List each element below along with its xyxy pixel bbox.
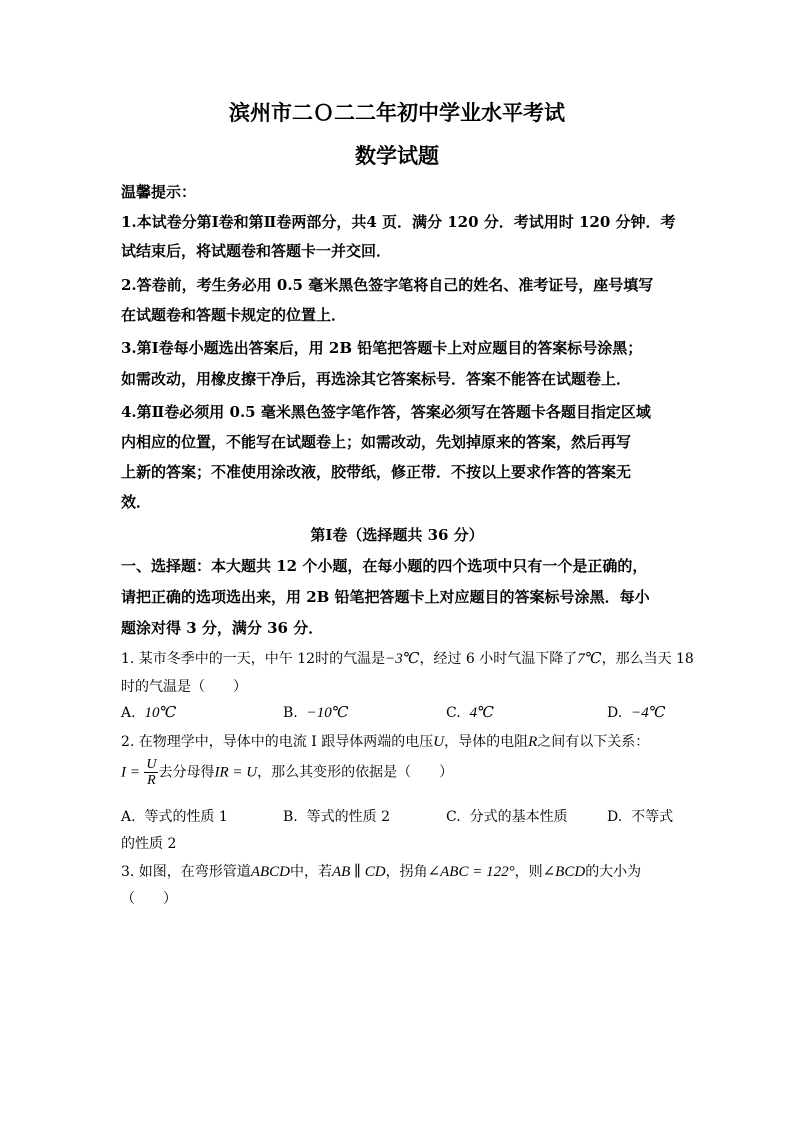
q2-option-d <box>607 806 673 826</box>
q1-text: ，那么当天 18 <box>601 651 694 667</box>
option-label: D. <box>607 809 623 825</box>
question-3-stem-cont: （ ） <box>121 891 177 907</box>
question-2-formula-line <box>121 757 453 788</box>
option-label: A. <box>121 809 136 825</box>
fraction-denominator: R <box>147 773 156 788</box>
option-value: −4℃ <box>631 705 666 721</box>
q3-text: ，拐角 <box>385 864 428 880</box>
tips-line: 2.答卷前，考生务必用 0.5 毫米黑色签字笔将自己的姓名、准考证号，座号填写 <box>121 276 654 294</box>
q1-text: 1. 某市冬季中的一天，中午 12时的气温是 <box>121 651 386 667</box>
question-1-stem <box>121 648 694 668</box>
fraction-numerator: U <box>146 757 157 772</box>
q2-formula-lhs: I = <box>121 764 140 781</box>
q2-option-b <box>283 806 390 826</box>
q1-option-a <box>121 703 176 722</box>
tips-heading: 温馨提示： <box>121 183 197 201</box>
tips-line: 上新的答案；不准使用涂改液，胶带纸，修正带．不按以上要求作答的答案无 <box>121 463 632 481</box>
option-value: 等式的性质 2 <box>306 809 391 825</box>
tips-line: 试结束后，将试题卷和答题卡一并交回． <box>121 242 392 260</box>
section-instruction: 一、选择题：本大题共 12 个小题，在每小题的四个选项中只有一个是正确的， <box>121 557 648 575</box>
q3-math: ABCD <box>250 864 290 880</box>
q2-var-u: U <box>433 734 445 750</box>
option-value: −10℃ <box>306 705 349 721</box>
q2-option-a <box>121 806 228 826</box>
q3-text: ，则 <box>514 864 543 880</box>
q1-option-c <box>446 703 494 722</box>
tips-line: 效． <box>121 493 152 511</box>
section-instruction: 请把正确的选项选出来，用 2B 铅笔把答题卡上对应题目的答案标号涂黑．每小 <box>121 588 650 606</box>
q3-math: AB ∥ CD <box>331 864 386 880</box>
option-label: B. <box>283 809 298 825</box>
exam-subtitle: 数学试题 <box>355 143 439 168</box>
option-label: C. <box>446 809 461 825</box>
q2-text: ，那么其变形的依据是（ ） <box>257 764 454 781</box>
question-3-stem <box>121 861 641 881</box>
q1-option-b <box>283 703 349 722</box>
q1-text: ，经过 6 小时气温下降了 <box>419 651 578 667</box>
q1-temp-1: −3℃ <box>385 651 420 667</box>
q2-text: 去分母得 <box>158 764 215 781</box>
option-value: 10℃ <box>144 705 177 721</box>
q3-text: 中，若 <box>289 864 332 880</box>
q2-formula-2: IR = U <box>214 764 258 781</box>
section-instruction: 题涂对得 3 分，满分 36 分． <box>121 619 324 637</box>
q2-text: 2. 在物理学中，导体中的电流 I 跟导体两端的电压 <box>121 734 434 750</box>
tips-line: 1.本试卷分第Ⅰ卷和第Ⅱ卷两部分，共4 页．满分 120 分．考试用时 120 分钟．考 <box>121 213 676 231</box>
tips-line: 内相应的位置，不能写在试题卷上；如需改动，先划掉原来的答案，然后再写 <box>121 433 632 451</box>
q2-option-c <box>446 806 568 826</box>
option-value: 等式的性质 1 <box>144 809 228 825</box>
tips-line: 4.第Ⅱ卷必须用 0.5 毫米黑色签字笔作答，答案必须写在答题卡各题目指定区域 <box>121 403 651 421</box>
option-label: D. <box>607 705 623 721</box>
option-value: 4℃ <box>469 705 494 721</box>
tips-line: 在试题卷和答题卡规定的位置上． <box>121 306 347 324</box>
option-value: 不等式 <box>631 809 674 825</box>
q2-text: 之间有以下关系： <box>537 734 650 750</box>
q2-option-d-cont: 的性质 2 <box>121 836 177 852</box>
option-label: A. <box>121 705 136 721</box>
option-value: 分式的基本性质 <box>469 809 568 825</box>
tips-line: 3.第Ⅰ卷每小题选出答案后，用 2B 铅笔把答题卡上对应题目的答案标号涂黑； <box>121 339 643 357</box>
section-heading: 第Ⅰ卷（选择题共 36 分） <box>310 526 484 544</box>
q2-fraction <box>144 757 158 788</box>
q2-var-r: R <box>528 734 538 750</box>
option-label: B. <box>283 705 298 721</box>
q3-text: 的大小为 <box>585 864 642 880</box>
q1-temp-2: 7℃ <box>577 651 602 667</box>
q3-math: ∠ABC = 122° <box>427 864 515 880</box>
tips-line: 如需改动，用橡皮擦干净后，再选涂其它答案标号．答案不能答在试题卷上． <box>121 370 632 388</box>
q2-text: ，导体的电阻 <box>444 734 529 750</box>
exam-title: 滨州市二Ｏ二二年初中学业水平考试 <box>229 100 565 125</box>
q1-option-d <box>607 703 666 722</box>
q3-math: ∠BCD <box>542 864 586 880</box>
question-1-stem-cont: 时的气温是（ ） <box>121 679 247 695</box>
question-2-stem <box>121 731 649 751</box>
option-label: C. <box>446 705 461 721</box>
q3-text: 3. 如图，在弯形管道 <box>121 864 251 880</box>
